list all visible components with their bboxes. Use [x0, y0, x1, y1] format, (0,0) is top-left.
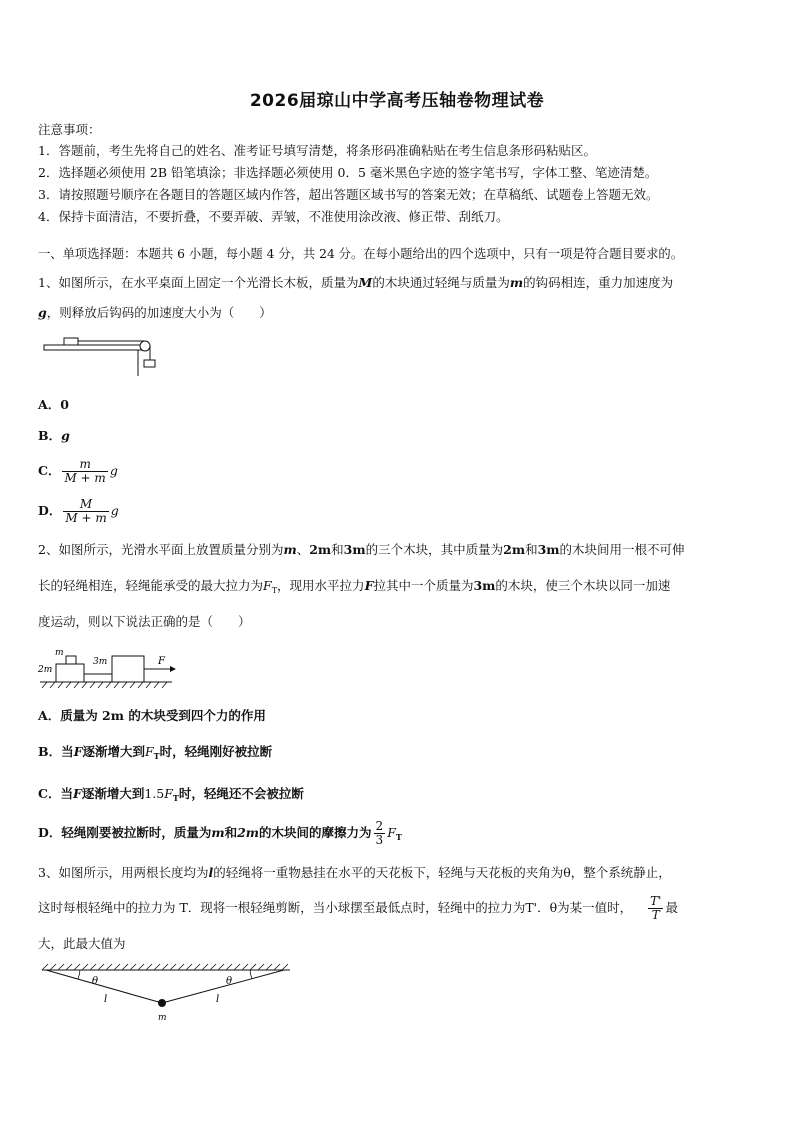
- notice-item-4: 4．保持卡面清洁，不要折叠，不要弄破、弄皱，不准使用涂改液、修正带、刮纸刀。: [38, 209, 509, 224]
- q2-option-c: C．当F逐渐增大到$1.5F_T$时，轻绳还不会被拉断: [38, 786, 304, 803]
- q2-label-m: m: [55, 648, 64, 658]
- q2-stem-line3: 度运动，则以下说法正确的是（ ）: [38, 614, 251, 629]
- q1-block: [64, 338, 78, 345]
- q3-label-theta-left: θ: [92, 976, 99, 987]
- q3-label-l-left: l: [104, 994, 108, 1005]
- q2-stem-line1: 2、如图所示，光滑水平面上放置质量分别为m、2m和3m的三个木块，其中质量为2m和3m的木块间用一根不可伸: [38, 542, 685, 557]
- q2-stem-line2: 长的轻绳相连，轻绳能承受的最大拉力为$F_T$，现用水平拉力F拉其中一个质量为3m的木块，使三个木块以同一加速: [38, 578, 671, 595]
- q1-figure: [40, 332, 170, 378]
- q2-figure: [38, 644, 178, 690]
- notice-item-2: 2．选择题必须使用 2B 铅笔填涂；非选择题必须使用 0．5 毫米黑色字迹的签字笔书写，字体工整、笔迹清楚。: [38, 165, 658, 180]
- notice-item-3: 3．请按照题号顺序在各题目的答题区域内作答，超出答题区域书写的答案无效；在草稿纸、试题卷上答题无效。: [38, 187, 659, 202]
- section-heading: 一、单项选择题：本题共 6 小题，每小题 4 分，共 24 分。在每小题给出的四个选项中，只有一项是符合题目要求的。: [38, 247, 683, 261]
- q1-pulley: [140, 341, 150, 351]
- q1-hook-weight: [144, 360, 155, 367]
- notice-heading: 注意事项：: [38, 122, 101, 137]
- q1-table: [44, 345, 144, 350]
- q1-option-d: D． $\frac{M}{M + m}$ g: [38, 497, 119, 525]
- q3-label-m: m: [158, 1013, 167, 1023]
- q2-label-3m: 3m: [93, 657, 108, 667]
- q3-label-l-right: l: [216, 994, 220, 1005]
- q1-option-a: A．0: [38, 397, 69, 412]
- q3-stem-line3: 大，此最大值为: [38, 936, 126, 951]
- q3-rope-right: [162, 970, 284, 1003]
- q1-stem-line2: g，则释放后钩码的加速度大小为（ ）: [38, 305, 272, 320]
- page-title: 2026届琼山中学高考压轴卷物理试卷: [249, 91, 545, 111]
- q2-option-b: B．当F逐渐增大到$F_T$时，轻绳刚好被拉断: [38, 744, 273, 761]
- q2-label-2m: 2m: [38, 665, 53, 675]
- q2-block-2m: [56, 664, 84, 682]
- q3-figure: [40, 962, 292, 1024]
- q3-label-theta-right: θ: [226, 976, 233, 987]
- q2-option-a: A．质量为 2m 的木块受到四个力的作用: [38, 708, 266, 723]
- q3-stem-line2: 这时每根轻绳中的拉力为 T．现将一根轻绳剪断，当小球摆至最低点时，轻绳中的拉力为T'．θ为某一值时， $\frac{T'}{T}$ 最: [38, 894, 678, 922]
- q1-stem-line1: 1、如图所示，在水平桌面上固定一个光滑长木板，质量为M的木块通过轻绳与质量为m的钩码相连，重力加速度为: [38, 275, 674, 290]
- q2-label-F: F: [158, 656, 165, 667]
- q2-block-m: [66, 656, 76, 664]
- q1-option-b: B．g: [38, 428, 70, 443]
- q2-option-d: D．轻绳刚要被拉断时，质量为m和2m的木块间的摩擦力为 $\frac{2}{3}$ $F_T$: [38, 819, 402, 847]
- q3-ball: [158, 999, 166, 1007]
- q2-block-3m: [112, 656, 144, 682]
- q3-stem-line1: 3、如图所示，用两根长度均为l的轻绳将一重物悬挂在水平的天花板下，轻绳与天花板的夹角为θ，整个系统静止，: [38, 865, 671, 880]
- notice-item-1: 1．答题前，考生先将自己的姓名、准考证号填写清楚，将条形码准确粘贴在考生信息条形码粘贴区。: [38, 143, 596, 158]
- q1-option-c: C． $\frac{m}{M + m}$ g: [38, 457, 118, 485]
